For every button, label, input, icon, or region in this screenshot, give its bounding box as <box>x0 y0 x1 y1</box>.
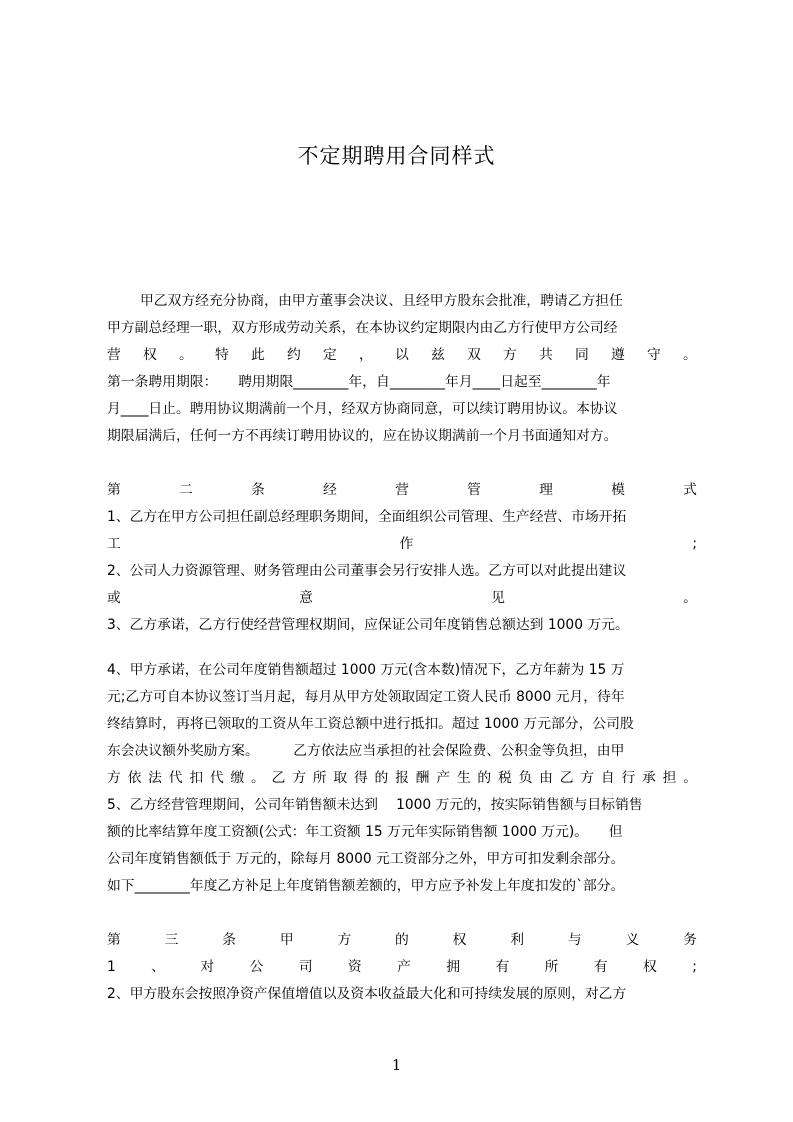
paragraph-line: 如下________年度乙方补足上年度销售额差额的，甲方应予补发上年度扣发的`部分。 <box>107 878 625 894</box>
line-char: 与 <box>567 932 582 948</box>
line-char: 扣 <box>189 770 204 786</box>
line-char: ; <box>692 959 697 975</box>
line-char: 对 <box>200 959 215 975</box>
line-char: 意 <box>299 590 313 606</box>
line-char: 见 <box>491 590 505 606</box>
line-char: 产 <box>436 770 451 786</box>
line-char: 营 <box>107 347 121 363</box>
line-char: 条 <box>222 932 237 948</box>
line-char: 。 <box>683 347 697 363</box>
paragraph-line: 月____日止。聘用协议期满前一个月，经双方协商同意，可以续订聘用协议。本协议 <box>107 401 618 417</box>
page-number: 1 <box>391 1056 402 1074</box>
paragraph-line: 5、乙方经营管理期间，公司年销售额未达到 1000 万元的，按实际销售额与目标销售 <box>107 797 643 813</box>
paragraph-line <box>107 928 697 952</box>
line-char: 得 <box>353 770 368 786</box>
paragraph-line: 甲乙双方经充分协商，由甲方董事会决议、且经甲方股东会批准，聘请乙方担任 <box>140 293 623 309</box>
line-char: 税 <box>497 770 512 786</box>
line-char: 此 <box>251 347 265 363</box>
line-char: 权 <box>452 932 467 948</box>
line-char: 。 <box>683 590 697 606</box>
line-char: 权 <box>643 959 657 975</box>
line-char: 、 <box>151 959 165 975</box>
paragraph-line: 第一条聘用期限： 聘用期限________年，自________年月____日起至________年 <box>107 374 611 390</box>
paragraph-line: 终结算时，再将已领取的工资从年工资总额中进行抵扣。超过 1000 万元部分，公司股 <box>107 716 634 732</box>
line-char: 乙 <box>271 770 286 786</box>
line-char: 守 <box>647 347 661 363</box>
line-char: 双 <box>467 347 481 363</box>
line-char: 方 <box>337 932 352 948</box>
paragraph-line <box>107 532 697 556</box>
document-title: 不定期聘用合同样式 <box>297 144 496 168</box>
line-char: 所 <box>544 959 559 975</box>
line-char: 。 <box>251 770 265 786</box>
line-char: 营 <box>395 482 409 498</box>
line-char: 方 <box>580 770 595 786</box>
line-char: 权 <box>143 347 157 363</box>
line-char: 第 <box>107 482 121 498</box>
line-char: 的 <box>374 770 389 786</box>
line-char: 同 <box>575 347 589 363</box>
line-char: 。 <box>683 770 697 786</box>
paragraph-line <box>107 955 697 979</box>
line-char: 负 <box>518 770 533 786</box>
line-char: 方 <box>292 770 306 786</box>
line-char: 甲 <box>279 932 294 948</box>
line-char: 第 <box>107 932 121 948</box>
line-char: 所 <box>312 770 327 786</box>
paragraph-line <box>107 343 697 367</box>
line-char: 作 <box>399 536 414 552</box>
paragraph-line: 4、甲方承诺，在公司年度销售额超过 1000 万元(含本数)情况下，乙方年薪为 15 万 <box>107 662 625 678</box>
line-char: 利 <box>510 932 525 948</box>
line-char: 承 <box>642 770 656 786</box>
paragraph-line: 元;乙方可自本协议签订当月起，每月从甲方处领取固定工资人民币 8000 元月，待年 <box>107 689 625 705</box>
line-char: ， <box>359 347 373 363</box>
line-char: 生 <box>456 770 471 786</box>
line-char: 方 <box>503 347 517 363</box>
paragraph-line: 公司年度销售额低于 万元的，除每月 8000 元工资部分之外，甲方可扣发剩余部分。 <box>107 851 625 867</box>
line-char: 1 <box>107 959 116 975</box>
line-char: 经 <box>323 482 337 498</box>
line-char: 式 <box>683 482 697 498</box>
paragraph-line: 1、乙方在甲方公司担任副总经理职务期间，全面组织公司管理、生产经营、市场开拓 <box>107 509 627 525</box>
line-char: 特 <box>215 347 229 363</box>
line-char: 三 <box>164 932 179 948</box>
line-char: 以 <box>395 347 409 363</box>
line-char: 有 <box>495 959 510 975</box>
line-char: 酬 <box>415 770 430 786</box>
line-char: 管 <box>467 482 481 498</box>
paragraph-line <box>107 478 697 502</box>
line-char: 共 <box>539 347 553 363</box>
line-char: 取 <box>333 770 348 786</box>
line-char: 约 <box>287 347 301 363</box>
paragraph-line: 甲方副总经理一职，双方形成劳动关系，在本协议约定期限内由乙方行使甲方公司经 <box>107 320 618 336</box>
paragraph-line <box>107 766 697 790</box>
line-char: 义 <box>625 932 640 948</box>
line-char: 缴 <box>230 770 245 786</box>
paragraph-line: 2、公司人力资源管理、财务管理由公司董事会另行安排人选。乙方可以对此提出建议 <box>107 563 627 579</box>
line-char: ; <box>692 536 697 552</box>
line-char: 公 <box>249 959 264 975</box>
line-char: 理 <box>539 482 553 498</box>
paragraph-line: 额的比率结算年度工资额(公式：年工资额 15 万元年实际销售额 1000 万元)。 但 <box>107 824 623 840</box>
line-char: 模 <box>611 482 625 498</box>
line-char: 行 <box>621 770 636 786</box>
line-char: 遵 <box>611 347 625 363</box>
line-char: 报 <box>395 770 409 786</box>
line-char: 乙 <box>559 770 574 786</box>
line-char: 兹 <box>431 347 445 363</box>
line-char: 工 <box>107 536 121 552</box>
line-char: 的 <box>395 932 409 948</box>
line-char: 二 <box>179 482 193 498</box>
line-char: 代 <box>168 770 183 786</box>
line-char: 法 <box>148 770 162 786</box>
line-char: 务 <box>683 932 697 948</box>
line-char: 条 <box>251 482 265 498</box>
line-char: 产 <box>397 959 411 975</box>
line-char: 自 <box>600 770 615 786</box>
paragraph-line: 2、甲方股东会按照净资产保值增值以及资本收益最大化和可持续发展的原则，对乙方 <box>107 986 627 1002</box>
line-char: 。 <box>179 347 193 363</box>
line-char: 的 <box>477 770 492 786</box>
line-char: 担 <box>662 770 677 786</box>
paragraph-line: 期限届满后，任何一方不再续订聘用协议的，应在协议期满前一个月书面通知对方。 <box>107 428 618 444</box>
line-char: 司 <box>298 959 313 975</box>
line-char: 依 <box>127 770 142 786</box>
line-char: 或 <box>107 590 121 606</box>
line-char: 代 <box>209 770 224 786</box>
line-char: 由 <box>539 770 553 786</box>
line-char: 定 <box>323 347 337 363</box>
line-char: 资 <box>347 959 362 975</box>
line-char: 拥 <box>446 959 461 975</box>
line-char: 有 <box>593 959 608 975</box>
paragraph-line <box>107 586 697 610</box>
paragraph-line: 3、乙方承诺，乙方行使经营管理权期间，应保证公司年度销售总额达到 1000 万元。 <box>107 617 629 633</box>
paragraph-line: 东会决议额外奖励方案。 乙方依法应当承担的社会保险费、公积金等负担，由甲 <box>107 743 625 759</box>
line-char: 方 <box>107 770 121 786</box>
